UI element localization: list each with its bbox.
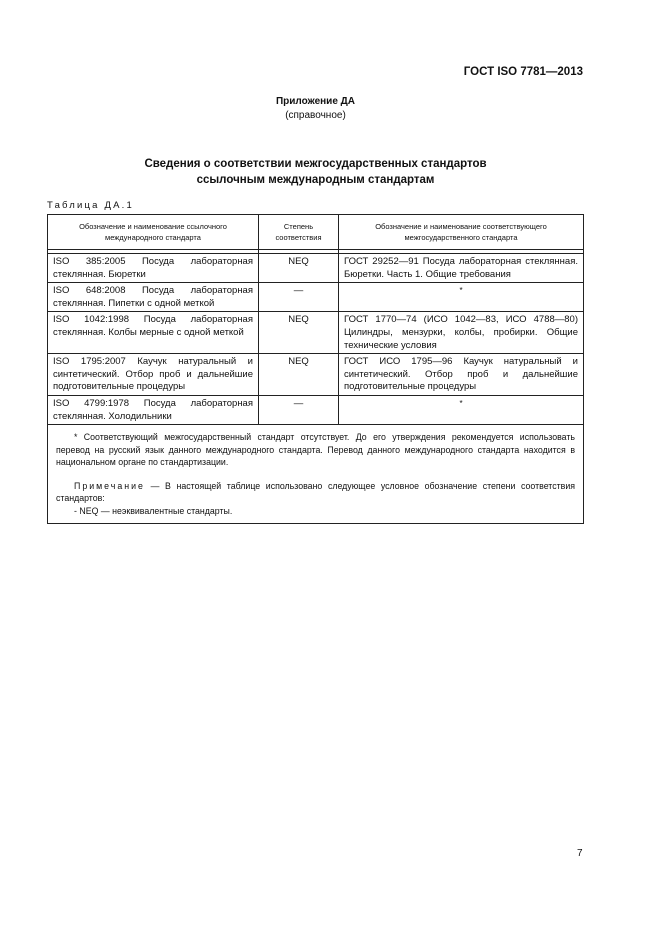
note-item: - NEQ — неэквивалентные стандарты. [74,505,233,516]
standards-table [47,214,584,524]
header-interstate-standard: Обозначение и наименование соответствующего межгосударственного стандарта [339,215,584,250]
header-degree: Степень соответствия [259,215,339,250]
annex-title: Приложение ДА [275,96,356,107]
interstate-standard-cell: * [339,283,584,312]
section-title [0,156,631,188]
section-title-line2: ссылочным международным стандартам [196,174,435,186]
degree-cell: NEQ [259,354,339,396]
intl-standard-cell: ISO 1042:1998 Посуда лабораторная стеклянная. Колбы мерные с одной меткой [48,312,259,354]
degree-cell: NEQ [259,254,339,283]
footnote: * Соответствующий межгосударственный стандарт отсутствует. До его утверждения рекомендуется использовать перевод на русский язык данного международного стандарта. Перевод данного международного стандарта находится в национальном органе по стандартизации. [56,432,575,468]
table-header-row [48,215,584,250]
degree-cell: — [259,283,339,312]
page-number: 7 [577,848,583,859]
section-title-line1: Сведения о соответствии межгосударственных стандартов [144,158,487,170]
interstate-standard-cell: ГОСТ 1770—74 (ИСО 1042—83, ИСО 4788—80) Цилиндры, мензурки, колбы, пробирки. Общие технические условия [339,312,584,354]
note-paragraph [56,480,575,505]
interstate-standard-cell: * [339,395,584,424]
table-notes [48,425,584,524]
table-row [48,254,584,283]
table-row [48,312,584,354]
table-row [48,283,584,312]
header-intl-standard: Обозначение и наименование ссылочного международного стандарта [48,215,259,250]
table-row [48,354,584,396]
note-text: — В настоящей таблице использовано следующее условное обозначение степени соответствия стандартов: [56,480,575,504]
table-row [48,395,584,424]
intl-standard-cell: ISO 648:2008 Посуда лабораторная стеклянная. Пипетки с одной меткой [48,283,259,312]
annex-subtitle: (справочное) [285,110,346,121]
intl-standard-cell: ISO 4799:1978 Посуда лабораторная стеклянная. Холодильники [48,395,259,424]
degree-cell: — [259,395,339,424]
note-label: Примечание [74,480,145,491]
interstate-standard-cell: ГОСТ ИСО 1795—96 Каучук натуральный и синтетический. Отбор проб и дальнейшие подготовительные процедуры [339,354,584,396]
degree-cell: NEQ [259,312,339,354]
intl-standard-cell: ISO 1795:2007 Каучук натуральный и синтетический. Отбор проб и дальнейшие подготовительные процедуры [48,354,259,396]
table-notes-row [48,425,584,524]
interstate-standard-cell: ГОСТ 29252—91 Посуда лабораторная стеклянная. Бюретки. Часть 1. Общие требования [339,254,584,283]
table-label: Таблица ДА.1 [47,200,134,211]
document-code: ГОСТ ISO 7781—2013 [463,66,583,78]
intl-standard-cell: ISO 385:2005 Посуда лабораторная стеклянная. Бюретки [48,254,259,283]
annex-heading [0,95,631,123]
